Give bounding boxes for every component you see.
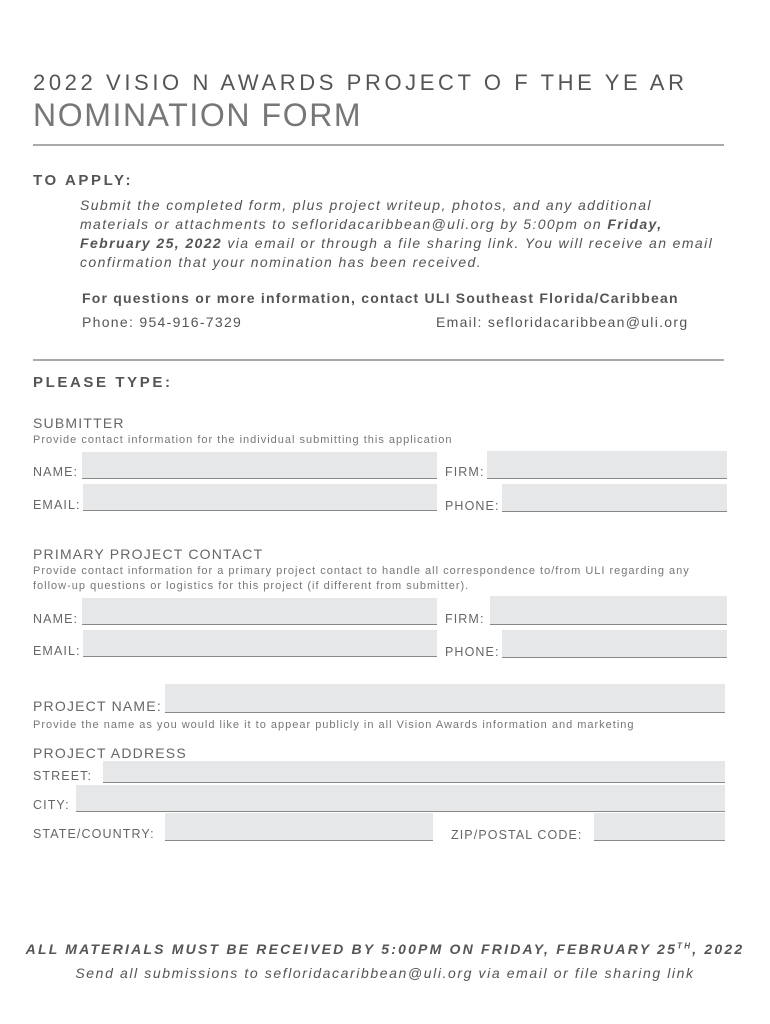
contact-phone-field[interactable] [502,630,727,658]
contact-email[interactable]: Email: sefloridacaribbean@uli.org [436,314,689,330]
submitter-email-field[interactable] [83,484,437,511]
submitter-heading: SUBMITTER [33,415,125,431]
state-country-label: STATE/COUNTRY: [33,827,155,841]
submitter-email-label: EMAIL: [33,498,81,512]
contact-email-label: EMAIL: [33,644,81,658]
contact-name-field[interactable] [82,598,437,625]
form-title: 2022 VISIO N AWARDS PROJECT O F THE YE AR [33,70,688,95]
deadline-date: Friday, February 25, 2022 [80,216,663,251]
header-divider [33,144,724,146]
contact-firm-label: FIRM: [445,612,485,626]
contact-email-field[interactable] [83,630,437,657]
submitter-help: Provide contact information for the individual submitting this application [33,434,453,446]
submitter-phone-label: PHONE: [445,499,500,513]
zip-label: ZIP/POSTAL CODE: [451,828,583,842]
questions-contact: For questions or more information, contact ULI Southeast Florida/Caribbean [82,290,679,306]
contact-firm-field[interactable] [490,596,727,625]
state-country-field[interactable] [165,813,433,841]
contact-name-label: NAME: [33,612,79,626]
project-name-field[interactable] [165,684,725,713]
project-address-heading: PROJECT ADDRESS [33,745,187,761]
section-divider [33,359,724,361]
primary-contact-help: Provide contact information for a primary project contact to handle all correspondence to/from ULI regarding any follow-up questions or logistics for this project (if different from submitter). [33,565,690,592]
street-field[interactable] [103,761,725,783]
submission-notice: Send all submissions to sefloridacaribbean@uli.org via email or file sharing link [75,965,695,981]
submitter-name-label: NAME: [33,465,79,479]
city-field[interactable] [76,785,725,812]
city-label: CITY: [33,798,70,812]
primary-contact-heading: PRIMARY PROJECT CONTACT [33,546,264,562]
contact-phone-label: PHONE: [445,645,500,659]
submitter-firm-field[interactable] [487,451,727,479]
form-subtitle: NOMINATION FORM [33,97,363,133]
contact-phone: Phone: 954-916-7329 [82,314,243,330]
deadline-notice: ALL MATERIALS MUST BE RECEIVED BY 5:00PM ON FRIDAY, FEBRUARY 25TH, 2022 [25,941,745,957]
apply-instructions: Submit the completed form, plus project writeup, photos, and any additional materials or attachments to sefloridacaribbean@uli.org by 5:00pm on Friday, February 25, 2022 via email or through a file sharing link. You will receive an email confirmation that your nomination has been received. [80,197,714,270]
please-type-heading: PLEASE TYPE: [33,374,173,391]
submitter-phone-field[interactable] [502,484,727,512]
project-name-help: Provide the name as you would like it to appear publicly in all Vision Awards information and marketing [33,719,635,731]
submitter-name-field[interactable] [82,452,437,479]
zip-field[interactable] [594,813,725,841]
to-apply-heading: TO APPLY: [33,172,134,189]
submitter-firm-label: FIRM: [445,465,485,479]
project-name-label: PROJECT NAME: [33,698,162,714]
street-label: STREET: [33,769,93,783]
